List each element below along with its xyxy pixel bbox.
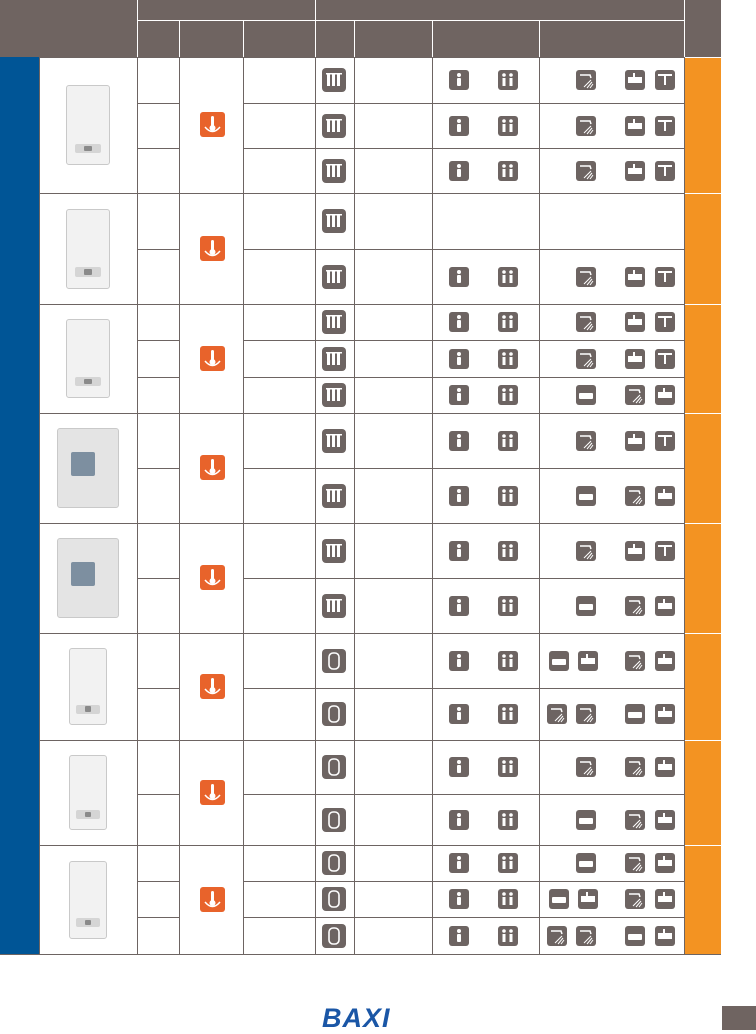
- accent-divider: [684, 304, 721, 305]
- sink-icon: [655, 926, 675, 946]
- boiler-product-image: [66, 85, 110, 165]
- tap-icon: [655, 431, 675, 451]
- shower-icon: [625, 853, 645, 873]
- sink-icon: [655, 651, 675, 671]
- column-rule: [354, 633, 355, 740]
- shower-icon: [576, 312, 596, 332]
- group-rule: [39, 845, 684, 846]
- heating-radiator-icon: [322, 539, 346, 563]
- column-rule: [179, 523, 180, 633]
- column-rule: [39, 740, 40, 845]
- shower-icon: [625, 889, 645, 909]
- column-rule: [315, 304, 316, 413]
- accent-column-segment: [684, 634, 721, 740]
- header-subdivider: [179, 21, 180, 57]
- sink-icon: [625, 70, 645, 90]
- row-rule: [243, 578, 684, 579]
- heating-radiator-icon: [322, 347, 346, 371]
- column-rule: [179, 845, 180, 954]
- column-rule: [137, 845, 138, 954]
- people-icon: [498, 926, 518, 946]
- header-subdivider: [354, 21, 355, 57]
- tap-icon: [655, 116, 675, 136]
- row-rule: [137, 340, 179, 341]
- storage-cylinder-icon: [322, 755, 346, 779]
- storage-cylinder-icon: [322, 702, 346, 726]
- sink-icon: [578, 889, 598, 909]
- column-rule: [354, 304, 355, 413]
- shower-icon: [576, 116, 596, 136]
- column-rule: [243, 633, 244, 740]
- storage-cylinder-icon: [322, 649, 346, 673]
- column-rule: [137, 57, 138, 193]
- column-rule: [539, 304, 540, 413]
- shower-icon: [547, 926, 567, 946]
- boiler-product-image: [69, 648, 107, 725]
- column-rule: [354, 57, 355, 193]
- people-icon: [498, 267, 518, 287]
- sink-icon: [625, 312, 645, 332]
- column-rule: [315, 633, 316, 740]
- bath-icon: [576, 810, 596, 830]
- column-rule: [684, 523, 685, 633]
- row-rule: [243, 794, 684, 795]
- sink-icon: [655, 596, 675, 616]
- person-icon: [449, 810, 469, 830]
- column-rule: [432, 57, 433, 193]
- person-icon: [449, 926, 469, 946]
- column-rule: [315, 740, 316, 845]
- tap-icon: [655, 312, 675, 332]
- people-icon: [498, 385, 518, 405]
- group-rule: [39, 633, 684, 634]
- column-rule: [539, 740, 540, 845]
- sink-icon: [655, 757, 675, 777]
- heating-radiator-icon: [322, 484, 346, 508]
- header-divider: [137, 0, 138, 57]
- accent-divider: [684, 523, 721, 524]
- row-rule: [243, 881, 684, 882]
- column-rule: [137, 633, 138, 740]
- column-rule: [179, 57, 180, 193]
- storage-cylinder-icon: [322, 851, 346, 875]
- row-rule: [137, 794, 179, 795]
- accent-column-segment: [684, 305, 721, 413]
- temperature-comfort-icon: [200, 455, 225, 480]
- column-rule: [684, 740, 685, 845]
- accent-divider: [684, 845, 721, 846]
- accent-divider: [684, 740, 721, 741]
- accent-column-segment: [684, 414, 721, 523]
- shower-icon: [576, 926, 596, 946]
- header-subdivider: [243, 21, 244, 57]
- heating-radiator-icon: [322, 265, 346, 289]
- temperature-comfort-icon: [200, 674, 225, 699]
- people-icon: [498, 596, 518, 616]
- group-rule: [39, 523, 684, 524]
- column-rule: [39, 304, 40, 413]
- group-rule: [39, 740, 684, 741]
- shower-icon: [576, 757, 596, 777]
- temperature-comfort-icon: [200, 236, 225, 261]
- people-icon: [498, 704, 518, 724]
- row-rule: [243, 377, 684, 378]
- column-rule: [179, 740, 180, 845]
- bath-icon: [576, 853, 596, 873]
- person-icon: [449, 486, 469, 506]
- column-rule: [179, 413, 180, 523]
- column-rule: [243, 740, 244, 845]
- sink-icon: [625, 541, 645, 561]
- column-rule: [243, 845, 244, 954]
- shower-icon: [576, 704, 596, 724]
- people-icon: [498, 541, 518, 561]
- column-rule: [539, 57, 540, 193]
- column-rule: [684, 845, 685, 954]
- column-rule: [179, 633, 180, 740]
- person-icon: [449, 70, 469, 90]
- column-rule: [684, 57, 685, 193]
- brand-side-band: [0, 57, 39, 954]
- column-rule: [315, 57, 316, 193]
- column-rule: [39, 845, 40, 954]
- accent-divider: [684, 193, 721, 194]
- row-rule: [137, 881, 179, 882]
- temperature-comfort-icon: [200, 780, 225, 805]
- column-rule: [39, 633, 40, 740]
- group-rule: [39, 304, 684, 305]
- column-rule: [539, 845, 540, 954]
- person-icon: [449, 651, 469, 671]
- sink-icon: [655, 486, 675, 506]
- column-rule: [39, 57, 40, 193]
- column-rule: [684, 633, 685, 740]
- column-rule: [684, 304, 685, 413]
- group-rule: [39, 413, 684, 414]
- heating-radiator-icon: [322, 209, 346, 233]
- header-subdivider: [432, 21, 433, 57]
- person-icon: [449, 431, 469, 451]
- bath-icon: [576, 486, 596, 506]
- tap-icon: [655, 349, 675, 369]
- accent-column-segment: [684, 194, 721, 304]
- shower-icon: [625, 596, 645, 616]
- bath-icon: [576, 596, 596, 616]
- column-rule: [39, 413, 40, 523]
- boiler-product-image: [69, 861, 107, 939]
- column-rule: [179, 193, 180, 304]
- row-rule: [137, 578, 179, 579]
- column-rule: [137, 304, 138, 413]
- bath-icon: [549, 889, 569, 909]
- bath-icon: [549, 651, 569, 671]
- boiler-product-image: [66, 319, 110, 398]
- shower-icon: [576, 70, 596, 90]
- heating-radiator-icon: [322, 383, 346, 407]
- person-icon: [449, 312, 469, 332]
- bath-icon: [576, 385, 596, 405]
- shower-icon: [625, 810, 645, 830]
- row-rule: [243, 917, 684, 918]
- row-rule: [243, 468, 684, 469]
- accent-divider: [684, 57, 721, 58]
- column-rule: [432, 845, 433, 954]
- people-icon: [498, 757, 518, 777]
- boiler-product-image: [69, 755, 107, 830]
- row-rule: [243, 688, 684, 689]
- shower-icon: [625, 651, 645, 671]
- row-rule: [243, 103, 684, 104]
- tap-icon: [655, 161, 675, 181]
- header-subdivider: [539, 21, 540, 57]
- row-rule: [137, 688, 179, 689]
- heating-radiator-icon: [322, 429, 346, 453]
- column-rule: [39, 193, 40, 304]
- heating-radiator-icon: [322, 114, 346, 138]
- accent-column-segment: [684, 524, 721, 633]
- person-icon: [449, 267, 469, 287]
- row-rule: [137, 103, 179, 104]
- sink-icon: [625, 116, 645, 136]
- row-rule: [243, 340, 684, 341]
- sink-icon: [655, 810, 675, 830]
- tap-icon: [655, 541, 675, 561]
- person-icon: [449, 889, 469, 909]
- person-icon: [449, 853, 469, 873]
- header-divider: [315, 0, 316, 57]
- temperature-comfort-icon: [200, 346, 225, 371]
- person-icon: [449, 385, 469, 405]
- storage-cylinder-icon: [322, 808, 346, 832]
- heating-radiator-icon: [322, 594, 346, 618]
- people-icon: [498, 853, 518, 873]
- shower-icon: [576, 541, 596, 561]
- header-underline: [138, 20, 315, 21]
- storage-cylinder-icon: [322, 924, 346, 948]
- people-icon: [498, 312, 518, 332]
- column-rule: [315, 845, 316, 954]
- people-icon: [498, 486, 518, 506]
- column-rule: [39, 523, 40, 633]
- boiler-product-image: [57, 538, 119, 618]
- accent-column-segment: [684, 741, 721, 845]
- storage-cylinder-icon: [322, 887, 346, 911]
- row-rule: [137, 377, 179, 378]
- accent-column-segment: [684, 58, 721, 193]
- tap-icon: [655, 267, 675, 287]
- accent-divider: [684, 633, 721, 634]
- row-rule: [137, 917, 179, 918]
- column-rule: [354, 845, 355, 954]
- page-corner-tab: [722, 1006, 756, 1030]
- table-bottom-rule: [0, 954, 721, 955]
- column-rule: [432, 740, 433, 845]
- shower-icon: [576, 267, 596, 287]
- heating-radiator-icon: [322, 310, 346, 334]
- boiler-product-image: [57, 428, 119, 508]
- group-rule: [39, 57, 684, 58]
- people-icon: [498, 889, 518, 909]
- row-rule: [243, 249, 684, 250]
- sink-icon: [625, 349, 645, 369]
- column-rule: [432, 633, 433, 740]
- sink-icon: [625, 431, 645, 451]
- shower-icon: [576, 349, 596, 369]
- shower-icon: [576, 431, 596, 451]
- person-icon: [449, 161, 469, 181]
- column-rule: [179, 304, 180, 413]
- heating-radiator-icon: [322, 159, 346, 183]
- shower-icon: [625, 486, 645, 506]
- person-icon: [449, 757, 469, 777]
- row-rule: [137, 249, 179, 250]
- accent-column-segment: [684, 846, 721, 954]
- person-icon: [449, 116, 469, 136]
- shower-icon: [576, 161, 596, 181]
- heating-radiator-icon: [322, 68, 346, 92]
- boiler-product-image: [66, 209, 110, 289]
- row-rule: [137, 148, 179, 149]
- shower-icon: [547, 704, 567, 724]
- sink-icon: [625, 161, 645, 181]
- sink-icon: [655, 704, 675, 724]
- sink-icon: [655, 385, 675, 405]
- column-rule: [137, 740, 138, 845]
- bath-icon: [625, 704, 645, 724]
- brand-logo: BAXI: [322, 1003, 391, 1033]
- tap-icon: [655, 70, 675, 90]
- people-icon: [498, 810, 518, 830]
- people-icon: [498, 651, 518, 671]
- person-icon: [449, 596, 469, 616]
- temperature-comfort-icon: [200, 112, 225, 137]
- accent-divider: [684, 413, 721, 414]
- person-icon: [449, 704, 469, 724]
- column-rule: [539, 633, 540, 740]
- column-rule: [684, 193, 685, 304]
- sink-icon: [655, 853, 675, 873]
- people-icon: [498, 116, 518, 136]
- column-rule: [243, 57, 244, 193]
- table-header: [0, 0, 721, 57]
- column-rule: [354, 740, 355, 845]
- person-icon: [449, 349, 469, 369]
- header-divider: [684, 0, 685, 57]
- sink-icon: [578, 651, 598, 671]
- sink-icon: [655, 889, 675, 909]
- person-icon: [449, 541, 469, 561]
- header-underline: [316, 20, 684, 21]
- row-rule: [137, 468, 179, 469]
- people-icon: [498, 431, 518, 451]
- group-rule: [39, 193, 684, 194]
- shower-icon: [625, 385, 645, 405]
- people-icon: [498, 70, 518, 90]
- column-rule: [243, 304, 244, 413]
- row-rule: [243, 148, 684, 149]
- people-icon: [498, 349, 518, 369]
- column-rule: [684, 413, 685, 523]
- bath-icon: [625, 926, 645, 946]
- column-rule: [432, 304, 433, 413]
- shower-icon: [625, 757, 645, 777]
- temperature-comfort-icon: [200, 565, 225, 590]
- sink-icon: [625, 267, 645, 287]
- people-icon: [498, 161, 518, 181]
- temperature-comfort-icon: [200, 887, 225, 912]
